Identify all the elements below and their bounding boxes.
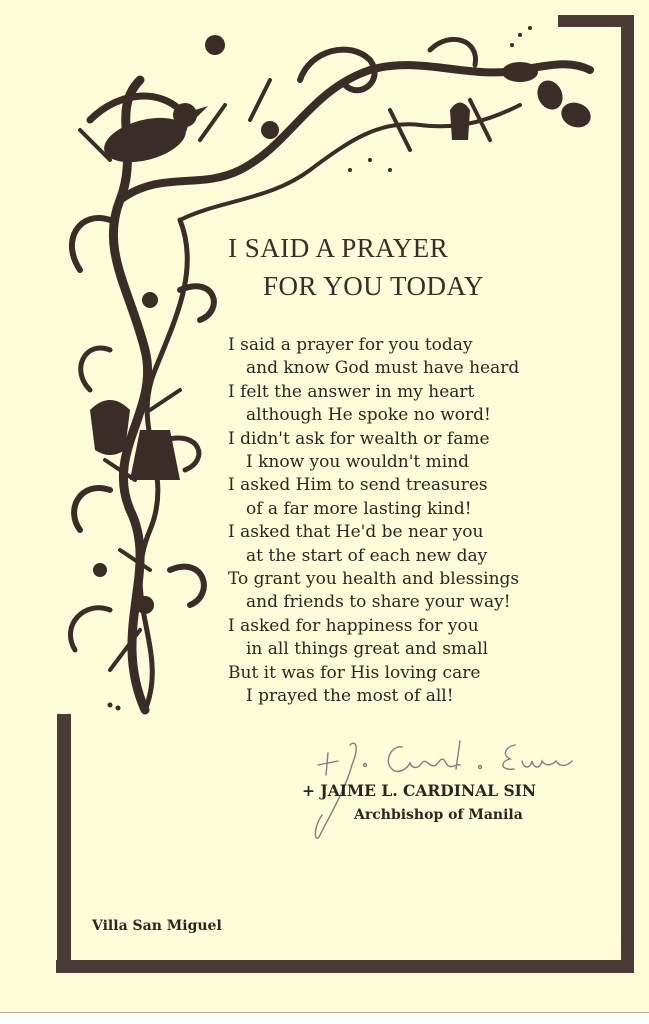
poem-line: I didn't ask for wealth or fame — [228, 428, 490, 449]
poem-line: I said a prayer for you today — [228, 335, 473, 355]
signatory-name: + JAIME L. CARDINAL SIN — [302, 781, 537, 800]
poem-line: and friends to share your way! — [246, 592, 511, 613]
poem-line: I asked that He'd be near you — [228, 522, 484, 543]
frame-border-left — [57, 714, 71, 973]
title-line-1: I SAID A PRAYER — [228, 233, 449, 263]
poem-line: I asked for happiness for you — [228, 615, 479, 636]
signatory-title: Archbishop of Manila — [354, 807, 523, 823]
frame-border-bottom — [56, 960, 634, 973]
poem-line: To grant you health and blessings — [228, 569, 520, 590]
poem-line: in all things great and small — [246, 639, 489, 660]
title-line-2: FOR YOU TODAY — [263, 271, 485, 301]
publisher-label: Villa San Miguel — [92, 918, 222, 934]
poem-body — [228, 334, 608, 709]
prayer-title — [228, 229, 588, 305]
poem-line: and know God must have heard — [246, 358, 520, 379]
poem-line: I asked Him to send treasures — [228, 475, 488, 496]
poem-line: at the start of each new day — [246, 545, 488, 566]
poem-line: of a far more lasting kind! — [246, 498, 472, 519]
frame-border-right — [621, 15, 634, 973]
poem-line: although He spoke no word! — [246, 405, 491, 426]
poem-line: But it was for His loving care — [228, 662, 481, 683]
poem-line: I prayed the most of all! — [246, 686, 454, 707]
poem-line: I know you wouldn't mind — [246, 452, 470, 473]
poem-line: I felt the answer in my heart — [228, 381, 475, 402]
